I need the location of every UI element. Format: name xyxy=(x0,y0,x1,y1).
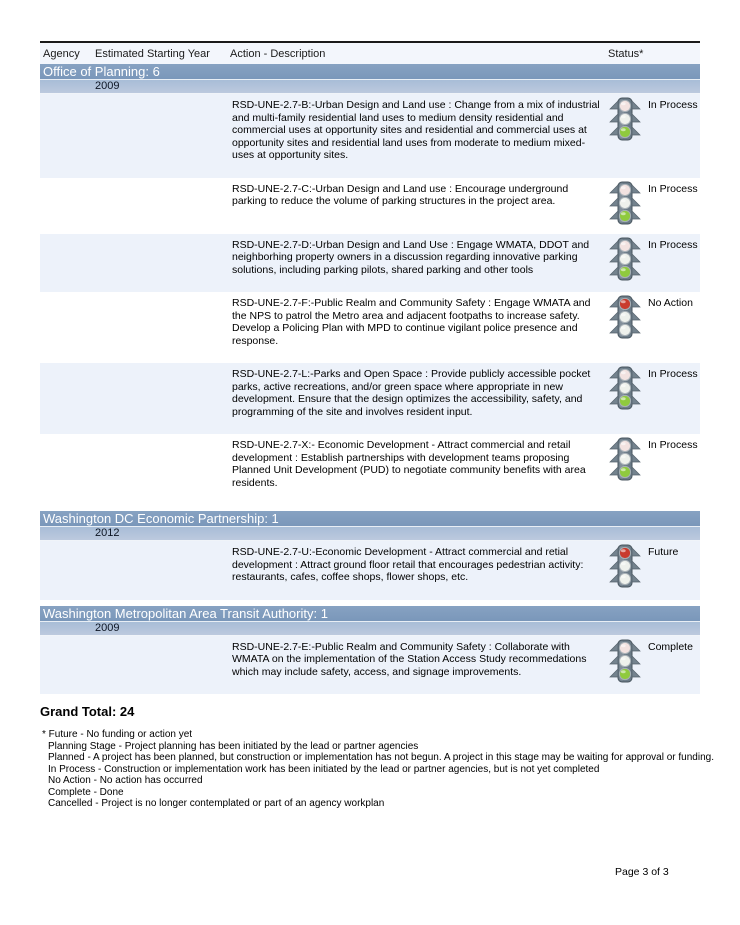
column-header-status: Status* xyxy=(608,47,644,60)
action-row xyxy=(40,363,700,434)
legend-line: * Future - No funding or action yet xyxy=(42,729,193,740)
grand-total: Grand Total: 24 xyxy=(40,704,135,719)
action-description: RSD-UNE-2.7-D:-Urban Design and Land Use : Engage WMATA, DDOT and neighborhing property owners in a discussion regarding innovative parking solutions, including parking pilots, shared parking and other tools xyxy=(232,238,590,276)
row-spacer xyxy=(40,94,232,178)
year-row xyxy=(40,80,700,94)
agency-group-header: Washington DC Economic Partnership: 1 xyxy=(40,511,700,527)
year-label: 2009 xyxy=(95,80,120,92)
action-row xyxy=(40,636,700,695)
agency-group xyxy=(40,64,700,505)
row-spacer xyxy=(40,434,232,505)
year-row xyxy=(40,622,700,636)
row-spacer xyxy=(40,541,232,600)
agency-group-header: Washington Metropolitan Area Transit Authority: 1 xyxy=(40,606,700,622)
table-body xyxy=(40,64,700,694)
traffic-light-icon xyxy=(600,363,648,434)
traffic-light-icon xyxy=(600,178,648,234)
legend-line: In Process - Construction or implementation work has been initiated by the lead or partner agencies, but is not yet completed xyxy=(48,763,600,775)
action-description: RSD-UNE-2.7-X:- Economic Development - Attract commercial and retail development : Establish partnerships with development teams proposing Planned Unit Development (PUD) to negotiate community benefits with area residents. xyxy=(232,439,586,489)
year-label: 2009 xyxy=(95,621,120,634)
status-label: In Process xyxy=(648,238,698,251)
agency-group xyxy=(40,606,700,695)
agency-group-header: Office of Planning: 6 xyxy=(40,64,700,80)
column-header-row xyxy=(40,43,700,64)
action-description: RSD-UNE-2.7-B:-Urban Design and Land use : Change from a mix of industrial and multi-family residential land uses to medium density residential and commercial uses at opportunity sites and residential and commercial uses at opportunity sites and residential land uses from moderate to medium mixed- uses at opportunity sites. xyxy=(232,99,600,161)
action-row xyxy=(40,178,700,234)
legend-line: No Action - No action has occurred xyxy=(48,775,203,786)
agency-group xyxy=(40,511,700,600)
action-description: RSD-UNE-2.7-F:-Public Realm and Community Safety : Engage WMATA and the NPS to patrol the Metro area and adjacent footpaths to increase safety. Develop a Policing Plan with MPD to continue vigilant police presence and response. xyxy=(232,297,591,347)
status-label: In Process xyxy=(648,368,698,380)
traffic-light-icon xyxy=(600,292,648,363)
row-spacer xyxy=(40,292,232,363)
actions-table xyxy=(40,41,700,694)
legend-line: Cancelled - Project is no longer contemplated or part of an agency workplan xyxy=(48,798,385,809)
status-label: Future xyxy=(648,546,679,558)
traffic-light-icon xyxy=(600,636,648,695)
year-label: 2012 xyxy=(95,527,120,539)
legend-line: Planned - A project has been planned, but construction or implementation has not begun. A project in this stage may be waiting for approval or funding. xyxy=(48,752,714,763)
action-description: RSD-UNE-2.7-U:-Economic Development - Attract commercial and retial development : Attract ground floor retail that encourages pedestrian activity: restaurants, cafes, coffee shops, flower shops, etc. xyxy=(232,546,584,583)
status-legend xyxy=(42,729,740,810)
action-row xyxy=(40,94,700,178)
action-description: RSD-UNE-2.7-E:-Public Realm and Community Safety : Collaborate with WMATA on the implementation of the Station Access Study recommedations which may include safety, access, and signage improvements. xyxy=(232,640,587,678)
page-number: Page 3 of 3 xyxy=(615,866,669,878)
column-header-agency: Agency xyxy=(43,47,80,60)
status-label: Complete xyxy=(648,640,693,653)
row-spacer xyxy=(40,363,232,434)
legend-line: Planning Stage - Project planning has been initiated by the lead or partner agencies xyxy=(48,740,419,752)
action-row xyxy=(40,541,700,600)
year-row xyxy=(40,527,700,541)
column-header-action: Action - Description xyxy=(230,47,326,60)
status-label: In Process xyxy=(648,99,698,111)
action-description: RSD-UNE-2.7-C:-Urban Design and Land use : Encourage underground parking to reduce the volume of parking structures in the project area. xyxy=(232,182,569,207)
traffic-light-icon xyxy=(600,541,648,600)
traffic-light-icon xyxy=(600,434,648,505)
action-row xyxy=(40,234,700,293)
status-label: In Process xyxy=(648,182,698,195)
action-row xyxy=(40,292,700,363)
row-spacer xyxy=(40,234,232,293)
traffic-light-icon xyxy=(600,94,648,178)
row-spacer xyxy=(40,178,232,234)
column-header-year: Estimated Starting Year xyxy=(95,47,210,60)
row-spacer xyxy=(40,636,232,695)
legend-line: Complete - Done xyxy=(48,786,124,798)
action-description: RSD-UNE-2.7-L:-Parks and Open Space : Provide publicly accessible pocket parks, active recreations, and/or green space where appropriate in new development. Ensure that the design optimizes the accessibility, safety, and programming of the site and involves resident input. xyxy=(232,368,591,418)
status-label: In Process xyxy=(648,439,698,451)
action-row xyxy=(40,434,700,505)
traffic-light-icon xyxy=(600,234,648,293)
status-label: No Action xyxy=(648,297,693,309)
